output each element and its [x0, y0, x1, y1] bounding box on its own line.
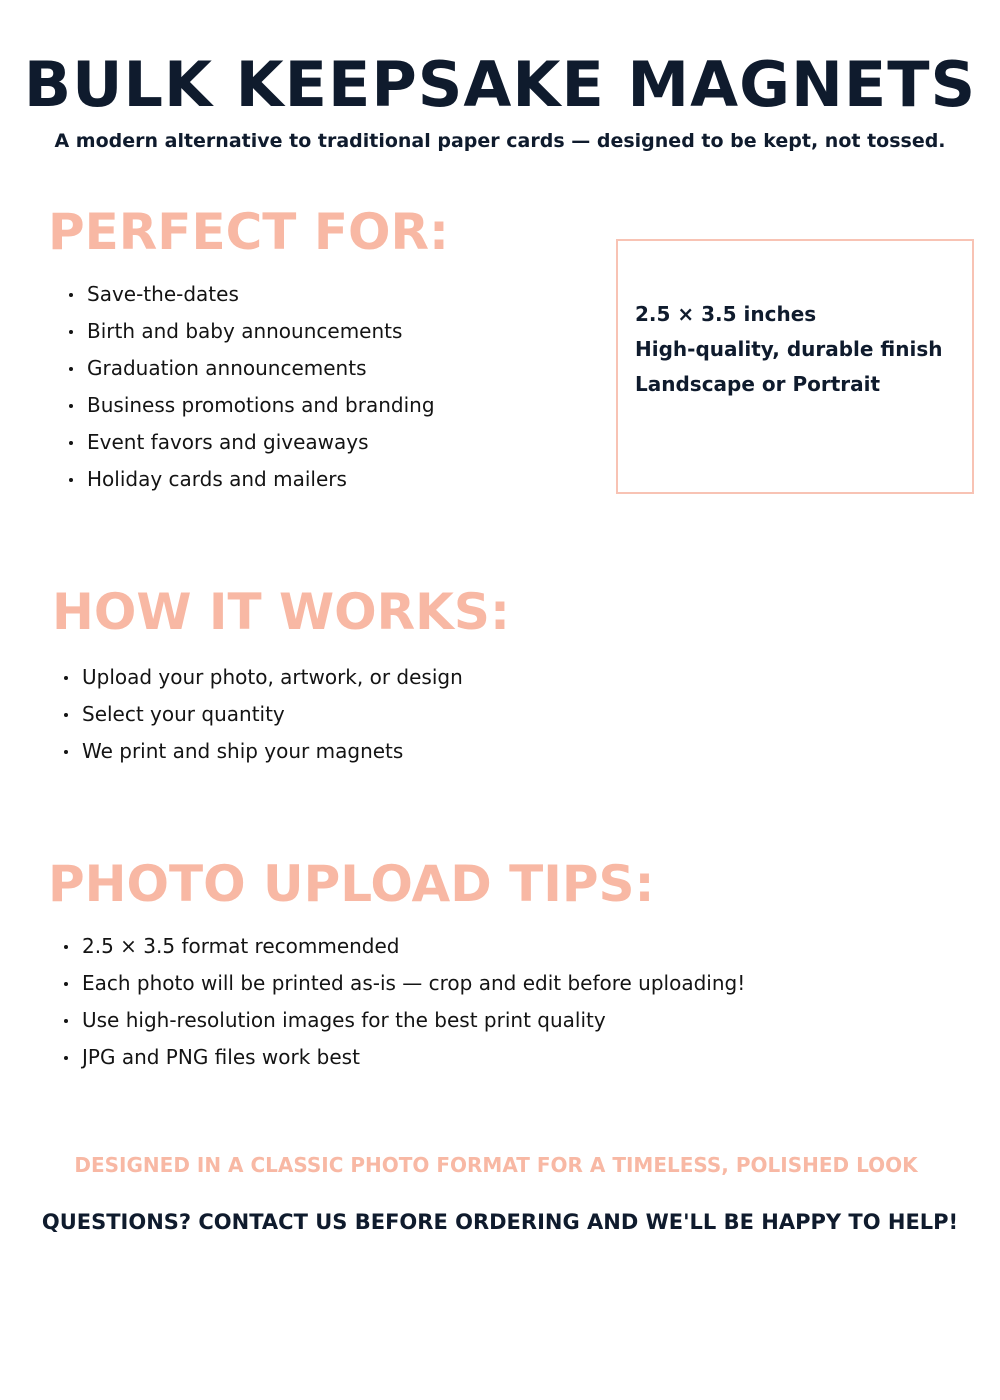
page-title: BULK KEEPSAKE MAGNETS [23, 48, 977, 121]
how-it-works-list [62, 659, 463, 770]
list-item: Save-the-dates [67, 276, 435, 313]
specs-box [616, 239, 974, 494]
list-item: Each photo will be printed as-is — crop and edit before uploading! [62, 965, 745, 1002]
list-item: We print and ship your magnets [62, 733, 463, 770]
tagline: DESIGNED IN A CLASSIC PHOTO FORMAT FOR A TIMELESS, POLISHED LOOK [74, 1153, 918, 1177]
list-item: Business promotions and branding [67, 387, 435, 424]
spec-orientation: Landscape or Portrait [635, 372, 881, 396]
spec-finish: High-quality, durable finish [635, 337, 943, 361]
contact-note: QUESTIONS? CONTACT US BEFORE ORDERING AND WE'LL BE HAPPY TO HELP! [41, 1210, 959, 1234]
photo-tips-heading: PHOTO UPLOAD TIPS: [48, 855, 655, 913]
list-item: 2.5 × 3.5 format recommended [62, 928, 745, 965]
list-item: Event favors and giveaways [67, 424, 435, 461]
list-item: Holiday cards and mailers [67, 461, 435, 498]
list-item: Select your quantity [62, 696, 463, 733]
spec-size: 2.5 × 3.5 inches [635, 302, 817, 326]
list-item: Upload your photo, artwork, or design [62, 659, 463, 696]
how-it-works-heading: HOW IT WORKS: [52, 583, 510, 641]
list-item: Use high-resolution images for the best print quality [62, 1002, 745, 1039]
list-item: JPG and PNG files work best [62, 1039, 745, 1076]
list-item: Birth and baby announcements [67, 313, 435, 350]
photo-tips-list [62, 928, 745, 1076]
perfect-for-list [67, 276, 435, 498]
page-subtitle: A modern alternative to traditional paper cards — designed to be kept, not tossed. [54, 130, 946, 152]
perfect-for-heading: PERFECT FOR: [48, 203, 449, 261]
list-item: Graduation announcements [67, 350, 435, 387]
